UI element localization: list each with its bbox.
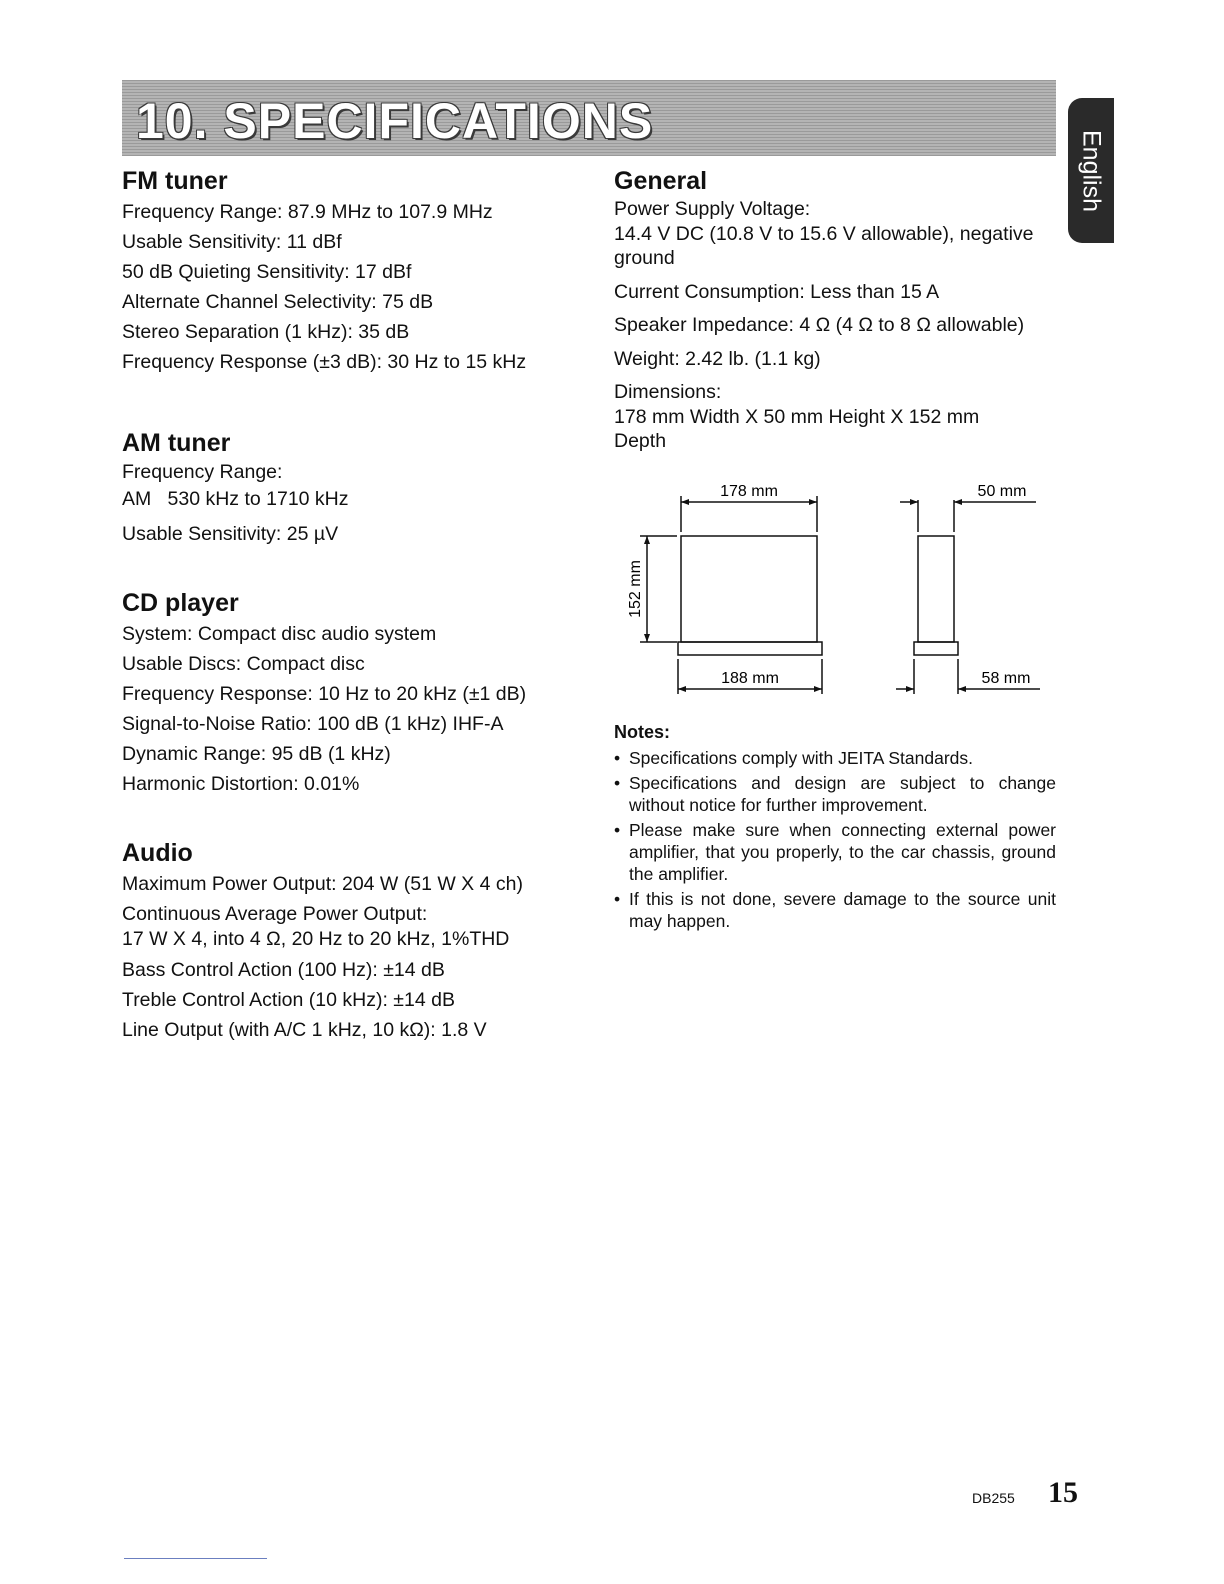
- spec-line: Usable Sensitivity: 25 µV: [122, 523, 339, 545]
- spec-line: Power Supply Voltage:: [614, 198, 811, 220]
- general-heading: General: [614, 167, 708, 195]
- spec-line: Continuous Average Power Output:: [122, 903, 428, 925]
- model-number: DB255: [972, 1490, 1015, 1506]
- label-152mm: 152 mm: [627, 560, 644, 618]
- notes-heading: Notes:: [614, 722, 671, 742]
- am-tuner-heading: AM tuner: [122, 429, 231, 457]
- notes-section: [614, 722, 1056, 935]
- spec-line: AM 530 kHz to 1710 kHz: [122, 488, 349, 510]
- side-bezel: [914, 642, 958, 655]
- notes-list: [614, 747, 1056, 932]
- am-tuner-section: [122, 427, 582, 549]
- spec-line: Dimensions:: [614, 381, 722, 403]
- page-number: 15: [1048, 1476, 1078, 1509]
- spec-line: 14.4 V DC (10.8 V to 15.6 V allowable), negative ground: [614, 222, 1034, 269]
- dimensions-diagram: [620, 470, 1040, 710]
- note-item: • Specifications and design are subject to change without notice for further improvement.: [614, 772, 1056, 816]
- label-58mm: 58 mm: [981, 670, 1031, 687]
- fm-tuner-section: [122, 165, 582, 377]
- note-item: • Please make sure when connecting external power amplifier, that you properly, to the car chassis, ground the amplifier.: [614, 819, 1056, 885]
- dimensions-diagram-svg: [620, 470, 1040, 710]
- spec-line: Speaker Impedance: 4 Ω (4 Ω to 8 Ω allowable): [614, 314, 1025, 336]
- spec-line: Treble Control Action (10 kHz): ±14 dB: [122, 989, 455, 1011]
- right-column: [614, 165, 1059, 463]
- spec-line: Frequency Response (±3 dB): 30 Hz to 15 kHz: [122, 351, 527, 373]
- language-tab: [1068, 98, 1114, 243]
- bottom-rule: [124, 1558, 267, 1559]
- audio-section: [122, 837, 582, 1045]
- spec-line: Maximum Power Output: 204 W (51 W X 4 ch): [122, 873, 523, 895]
- cd-player-section: [122, 587, 582, 799]
- spec-line: System: Compact disc audio system: [122, 623, 437, 645]
- front-body: [681, 536, 817, 642]
- spec-line: Current Consumption: Less than 15 A: [614, 280, 940, 303]
- section-title-bar: [122, 80, 1056, 156]
- spec-line: Line Output (with A/C 1 kHz, 10 kΩ): 1.8 V: [122, 1019, 487, 1041]
- spec-line: 50 dB Quieting Sensitivity: 17 dBf: [122, 261, 412, 283]
- spec-line: 178 mm Width X 50 mm Height X 152 mm Depth: [614, 405, 980, 452]
- label-178mm: 178 mm: [720, 483, 778, 500]
- left-column: [122, 165, 582, 1045]
- spec-line: Bass Control Action (100 Hz): ±14 dB: [122, 959, 445, 981]
- spec-line: Weight: 2.42 lb. (1.1 kg): [614, 347, 821, 370]
- label-188mm: 188 mm: [721, 670, 779, 687]
- spec-line: Frequency Range:: [122, 461, 283, 483]
- general-section: [614, 165, 1059, 454]
- audio-heading: Audio: [122, 839, 193, 867]
- side-body: [918, 536, 954, 642]
- label-50mm: 50 mm: [977, 483, 1027, 500]
- fm-tuner-heading: FM tuner: [122, 167, 228, 195]
- spec-line: Alternate Channel Selectivity: 75 dB: [122, 291, 434, 313]
- spec-line: Usable Sensitivity: 11 dBf: [122, 231, 342, 253]
- front-bezel: [678, 642, 822, 655]
- spec-line: 17 W X 4, into 4 Ω, 20 Hz to 20 kHz, 1%THD: [122, 928, 510, 950]
- note-item: • Specifications comply with JEITA Standards.: [614, 747, 1056, 769]
- spec-line: Stereo Separation (1 kHz): 35 dB: [122, 321, 410, 343]
- spec-line: Frequency Response: 10 Hz to 20 kHz (±1 dB): [122, 683, 527, 705]
- cd-player-heading: CD player: [122, 589, 239, 617]
- spec-line: Signal-to-Noise Ratio: 100 dB (1 kHz) IHF-A: [122, 713, 504, 735]
- page-title: 10. SPECIFICATIONS: [136, 93, 654, 149]
- spec-line: Frequency Range: 87.9 MHz to 107.9 MHz: [122, 201, 493, 223]
- language-tab-label: English: [1077, 129, 1106, 212]
- spec-line: Dynamic Range: 95 dB (1 kHz): [122, 743, 391, 765]
- note-item: • If this is not done, severe damage to the source unit may happen.: [614, 888, 1056, 932]
- spec-line: Usable Discs: Compact disc: [122, 653, 365, 675]
- spec-line: Harmonic Distortion: 0.01%: [122, 773, 360, 795]
